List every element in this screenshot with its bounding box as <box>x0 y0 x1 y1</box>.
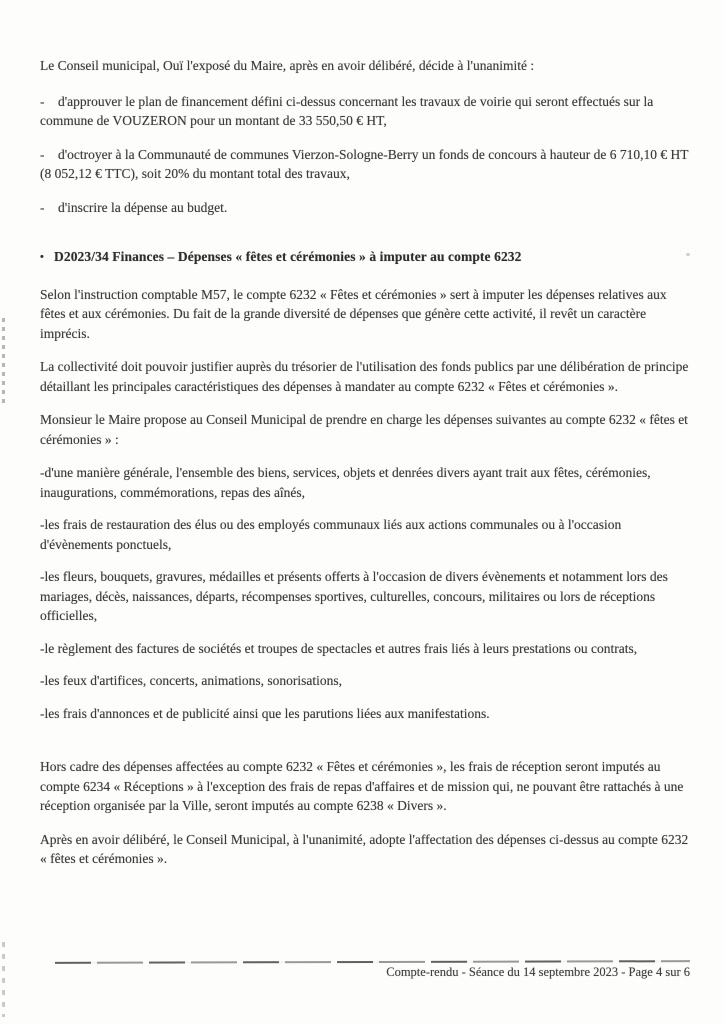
expense-item: -d'une manière générale, l'ensemble des biens, services, objets et denrées divers ayant trait aux fêtes, cérémonies, inaugurations, commémorations, repas des aînés, <box>40 465 651 500</box>
dash-marker: - <box>40 93 45 109</box>
body-paragraph: Selon l'instruction comptable M57, le compte 6232 « Fêtes et cérémonies » sert à imputer les dépenses relatives aux fêtes et aux cérémonies. Du fait de la grande diversité de dépenses que génère cette activité, il revêt un caractère imprécis. <box>40 286 667 341</box>
closing-paragraph: Hors cadre des dépenses affectées au compte 6232 « Fêtes et cérémonies », les frais de réception seront imputés au compte 6234 « Réceptions » à l'exception des frais de repas d'affaires et de mission qui, ne pouvant être rattachés à une réception organisée par la Ville, seront imputés au compte 6238 « Divers ». <box>40 759 684 813</box>
section-heading <box>40 247 690 268</box>
bullet-icon: • <box>40 251 44 263</box>
decision-text: d'inscrire la dépense au budget. <box>58 199 228 215</box>
decision-item <box>40 145 690 184</box>
scan-artifact-bottom-left <box>2 942 5 1017</box>
footer-rule <box>55 960 690 964</box>
decision-item <box>40 92 690 131</box>
closing-paragraph: Après en avoir délibéré, le Conseil Municipal, à l'unanimité, adopte l'affectation des dépenses ci-dessus au compte 6232 « fêtes et cérémonies ». <box>40 831 689 866</box>
body-paragraph: Monsieur le Maire propose au Conseil Municipal de prendre en charge les dépenses suivantes au compte 6232 « fêtes et cérémonies » : <box>40 412 688 447</box>
expense-item: -les frais de restauration des élus ou des employés communaux liés aux actions communales ou à l'occasion d'évènements ponctuels, <box>40 517 622 552</box>
expense-item: -les feux d'artifices, concerts, animations, sonorisations, <box>40 673 342 688</box>
scan-artifact-left-edge <box>2 318 5 408</box>
body-paragraph: La collectivité doit pouvoir justifier auprès du trésorier de l'utilisation des fonds publics par une délibération de principe détaillant les principales caractéristiques des dépenses à mandater au compte 6232 « Fêtes et cérémonies ». <box>40 359 689 394</box>
expense-item: -le règlement des factures de sociétés et troupes de spectacles et autres frais liés à leurs prestations ou contrats, <box>40 640 638 656</box>
footer-text: Compte-rendu - Séance du 14 septembre 2023 - Page 4 sur 6 <box>386 965 690 979</box>
expense-item: -les fleurs, bouquets, gravures, médailles et présents offerts à l'occasion de divers évènements et notamment lors des mariages, décès, naissances, départs, récompenses sportives, culturelles, concours, militaires ou lors de réceptions officielles, <box>40 569 668 623</box>
dash-marker: - <box>40 146 45 162</box>
decision-text: d'octroyer à la Communauté de communes Vierzon-Sologne-Berry un fonds de concours à hauteur de 6 710,10 € HT (8 052,12 € TTC), soit 20% du montant total des travaux, <box>40 146 689 181</box>
dash-marker: - <box>40 199 45 215</box>
decision-text: d'approuver le plan de financement défini ci-dessus concernant les travaux de voirie qui seront effectués sur la commune de VOUZERON pour un montant de 33 550,50 € HT, <box>40 93 654 128</box>
scan-artifact-speck <box>686 253 690 256</box>
expense-item: -les frais d'annonces et de publicité ainsi que les parutions liées aux manifestations. <box>40 705 490 721</box>
intro-paragraph: Le Conseil municipal, Ouï l'exposé du Maire, après en avoir délibéré, décide à l'unanimité : <box>40 58 535 73</box>
document-content <box>40 56 690 883</box>
section-heading-text: D2023/34 Finances – Dépenses « fêtes et cérémonies » à imputer au compte 6232 <box>54 249 522 264</box>
decision-item <box>40 198 690 218</box>
